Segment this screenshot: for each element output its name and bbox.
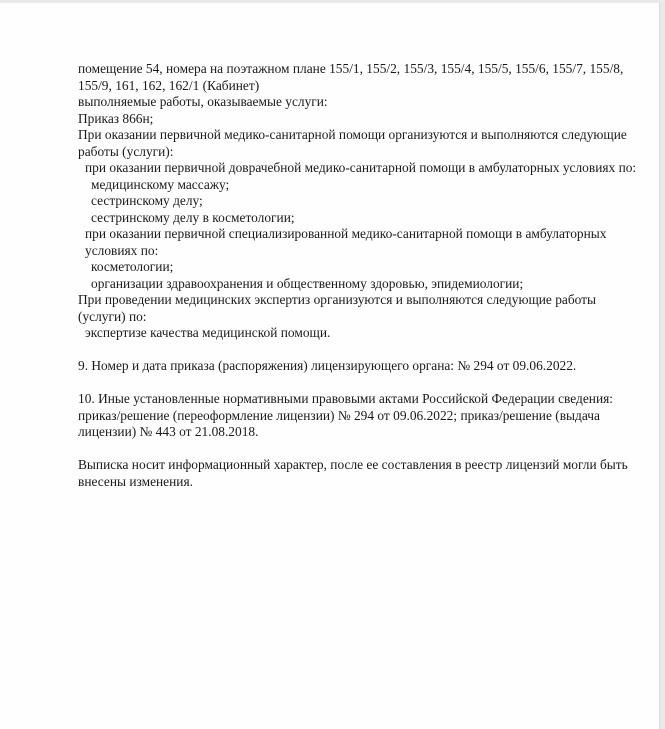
section-10: 10. Иные установленные нормативными правовыми актами Российской Федерации сведения: приказ/решение (переоформление лицензии) № 294 от 09.06.2022; приказ/решение (выдача лицензии) № 443 от 21.08.2018.	[78, 391, 617, 439]
expertise-intro: При проведении медицинских экспертиз организуются и выполняются следующие работы (услуги) по:	[78, 292, 600, 324]
list-item: сестринскому делу в косметологии;	[91, 209, 295, 225]
order-reference: Приказ 866н;	[78, 110, 154, 126]
premises-text: помещение 54, номера на поэтажном плане 155/1, 155/2, 155/3, 155/4, 155/5, 155/6, 155/7, 155/8, 155/9, 161, 162, 162/1 (Кабинет)	[78, 61, 627, 93]
document-page	[0, 3, 660, 729]
list-item: медицинскому массажу;	[91, 176, 230, 192]
list-item: организации здравоохранения и общественному здоровью, эпидемиологии;	[91, 275, 524, 291]
specialized-heading: при оказании первичной специализированной медико-санитарной помощи в амбулаторных условиях по:	[85, 226, 610, 258]
section-9: 9. Номер и дата приказа (распоряжения) лицензирующего органа: № 294 от 09.06.2022.	[78, 358, 577, 373]
primary-care-intro: При оказании первичной медико-санитарной помощи организуются и выполняются следующие работы (услуги):	[78, 127, 631, 159]
paragraph-spacer	[78, 441, 638, 458]
list-item: косметологии;	[91, 259, 174, 274]
paragraph-spacer	[78, 375, 638, 392]
disclaimer: Выписка носит информационный характер, после ее составления в реестр лицензий могли быть внесены изменения.	[78, 457, 632, 489]
paragraph-spacer	[78, 342, 638, 359]
works-label: выполняемые работы, оказываемые услуги:	[78, 94, 328, 109]
prehospital-heading: при оказании первичной доврачебной медико-санитарной помощи в амбулаторных условиях по:	[85, 160, 637, 175]
list-item: экспертизе качества медицинской помощи.	[85, 325, 331, 340]
list-item: сестринскому делу;	[91, 193, 203, 208]
page-content	[78, 61, 638, 490]
